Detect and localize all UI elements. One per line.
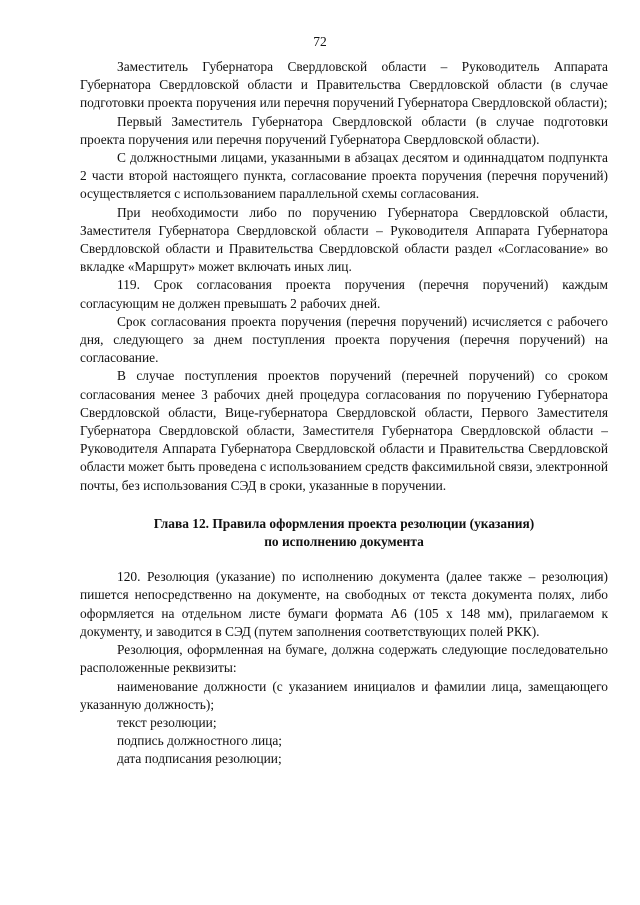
page-number: 72 bbox=[313, 34, 327, 49]
paragraph: В случае поступления проектов поручений (перечней поручений) со сроком согласования менее 3 рабочих дней процедура согласования по поручению Губернатора Свердловской области, Вице-губернатора Свердловской области, Первого Заместителя Губернатора Свердловской области, Заместителя Губернатора Свердловской области – Руководителя Аппарата Губернатора Свердловской области и Правительства Свердловской области может быть проведена с использованием средств факсимильной связи, электронной почты, без использования СЭД в сроки, указанные в поручении. bbox=[80, 368, 608, 493]
paragraph: Заместитель Губернатора Свердловской области – Руководитель Аппарата Губернатора Свердловской области и Правительства Свердловской области (в случае подготовки проекта поручения или перечня поручений Губернатора Свердловской области); bbox=[80, 59, 608, 111]
paragraph: Срок согласования проекта поручения (перечня поручений) исчисляется с рабочего дня, следующего за днем поступления проекта поручения (перечня поручений) на согласование. bbox=[80, 313, 608, 366]
chapter-heading-line: Глава 12. Правила оформления проекта резолюции (указания) bbox=[153, 515, 535, 531]
paragraph: 119. Срок согласования проекта поручения (перечня поручений) каждым согласующим не должен превышать 2 рабочих дней. bbox=[80, 277, 608, 311]
document-body bbox=[80, 58, 608, 769]
chapter-heading bbox=[80, 515, 608, 551]
chapter-heading-line: по исполнению документа bbox=[264, 534, 424, 550]
paragraph: Резолюция, оформленная на бумаге, должна содержать следующие последовательно расположенные реквизиты: bbox=[80, 642, 608, 676]
paragraph: Первый Заместитель Губернатора Свердловской области (в случае подготовки проекта поручения или перечня поручений Губернатора Свердловской области). bbox=[80, 113, 608, 147]
paragraph: подпись должностного лица; bbox=[117, 733, 283, 749]
paragraph: С должностными лицами, указанными в абзацах десятом и одиннадцатом подпункта 2 части второй настоящего пункта, согласование проекта поручения (перечня поручений) осуществляется с использованием параллельной схемы согласования. bbox=[80, 150, 608, 202]
paragraph: 120. Резолюция (указание) по исполнению документа (далее также – резолюция) пишется непосредственно на документе, на свободных от текста документа полях, либо оформляется на отдельном листе бумаги формата А6 (105 x 148 мм), прилагаемом к документу, и заводится в СЭД (путем заполнения соответствующих полей РКК). bbox=[80, 569, 608, 639]
paragraph: дата подписания резолюции; bbox=[117, 751, 282, 767]
paragraph: наименование должности (с указанием инициалов и фамилии лица, замещающего указанную должность); bbox=[80, 678, 608, 712]
paragraph: При необходимости либо по поручению Губернатора Свердловской области, Заместителя Губернатора Свердловской области – Руководителя Аппарата Губернатора Свердловской области и Правительства Свердловской области раздел «Согласование» во вкладке «Маршрут» может включать иных лиц. bbox=[80, 204, 608, 275]
paragraph: текст резолюции; bbox=[117, 714, 217, 730]
